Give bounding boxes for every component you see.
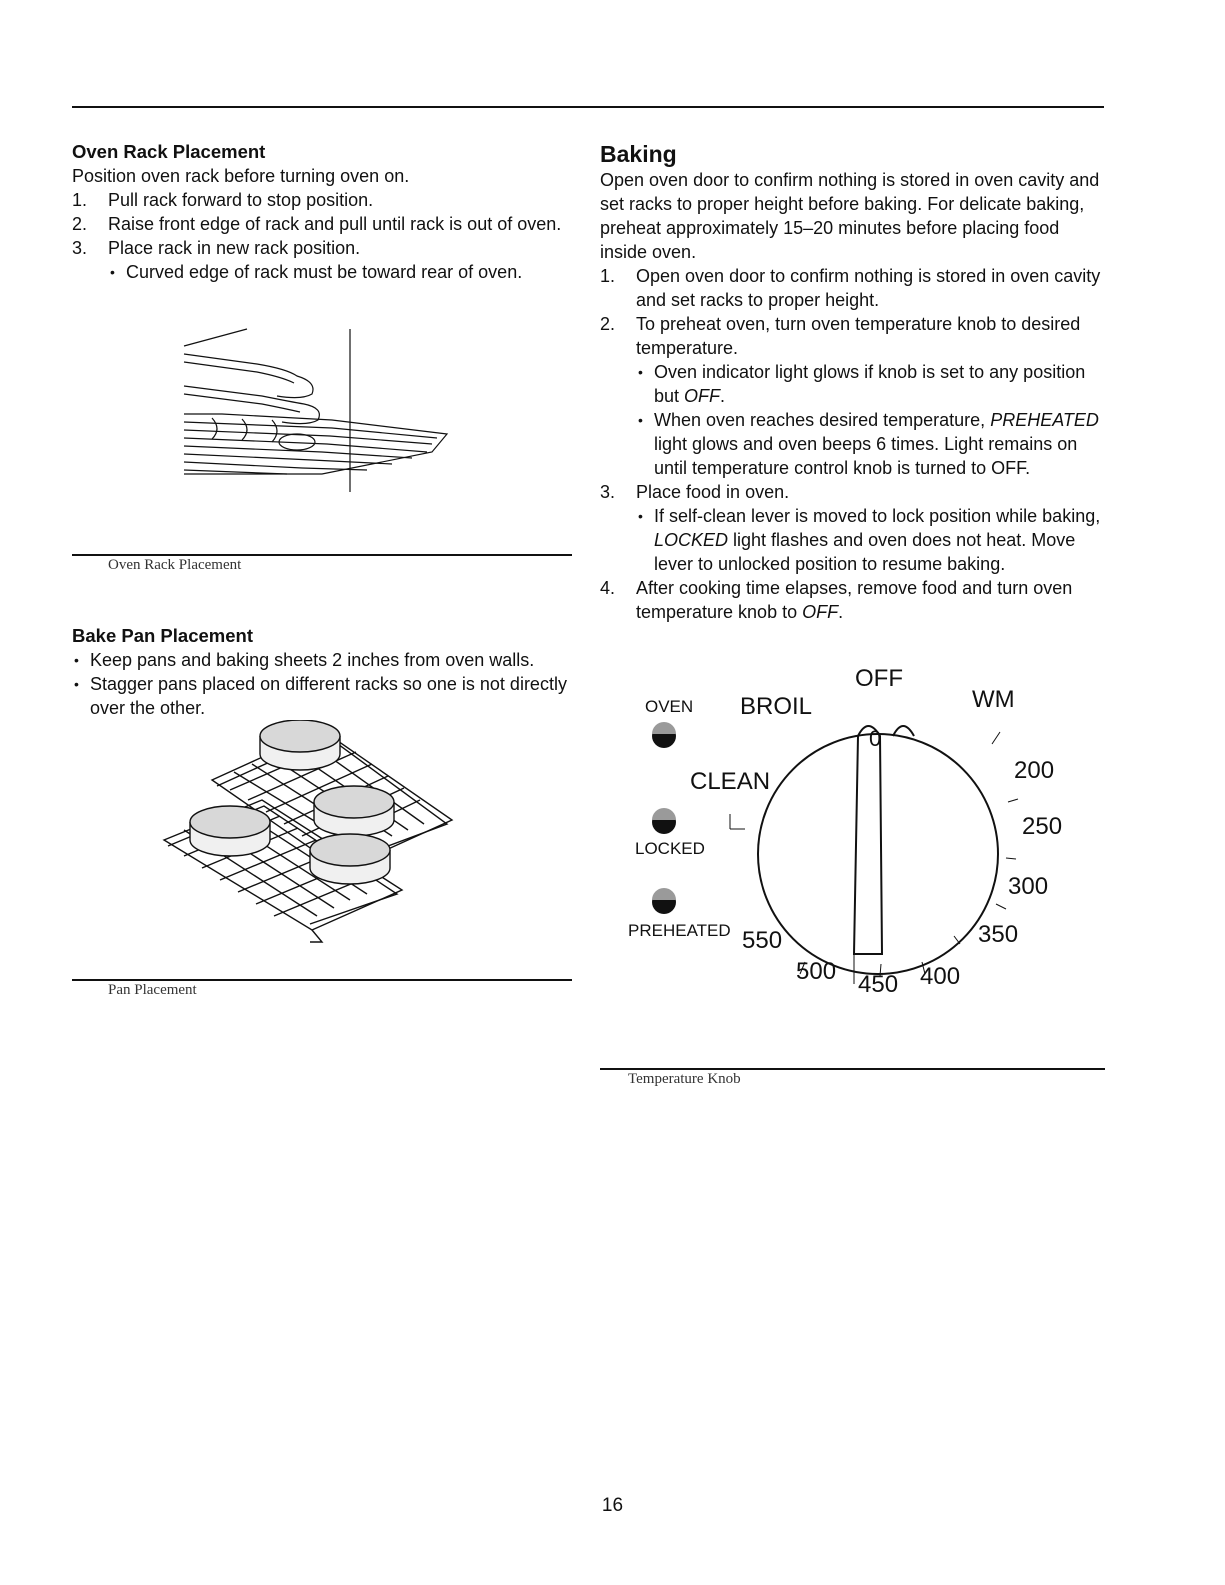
oven-indicator-light: [652, 722, 676, 748]
baking-step-4: 4. After cooking time elapses, remove food and turn oven temperature knob to OFF.: [600, 578, 1073, 622]
page-number: 16: [601, 1495, 624, 1516]
knob-mark-zero: 0: [869, 726, 882, 751]
pan-placement-illustration: [72, 720, 572, 975]
rack-steps: [72, 188, 572, 284]
step2-bullet-2: • When oven reaches desired temperature, PREHEATED light glows and oven beeps 6 times. Light remains on until temperature control knob is turned to OFF.: [636, 408, 1105, 480]
pan-bullet-2: • Stagger pans placed on different racks so one is not directly over the other.: [72, 672, 572, 720]
knob-label-oven: OVEN: [645, 697, 694, 716]
rack-step-1: 1. Pull rack forward to stop position.: [72, 190, 374, 210]
step3-bullet-1: • If self-clean lever is moved to lock position while baking, LOCKED light flashes and oven does not heat. Move lever to unlocked position to resume baking.: [636, 504, 1105, 576]
rack-intro: Position oven rack before turning oven on.: [72, 166, 410, 186]
knob-label-broil: BROIL: [740, 693, 813, 720]
left-column: [72, 140, 572, 999]
baking-step-2: 2. To preheat oven, turn oven temperature knob to desired temperature. • Oven indicator light glows if knob is set to any position but OFF. • When oven reaches desired temperature, PREHEATED light glows and oven beeps 6 times. Light remains on until temperature control knob is turned to OFF.: [600, 312, 1105, 480]
knob-temp-450: 450: [858, 971, 899, 998]
locked-indicator-light: [652, 808, 676, 834]
pan-heading: Bake Pan Placement: [72, 625, 253, 646]
rack-bullet: • Curved edge of rack must be toward rear of oven.: [108, 260, 572, 284]
knob-temp-200: 200: [1014, 757, 1055, 784]
rack-caption: Oven Rack Placement: [108, 557, 242, 573]
knob-temp-550: 550: [742, 927, 783, 954]
knob-temp-350: 350: [978, 921, 1019, 948]
knob-label-clean: CLEAN: [690, 768, 771, 795]
baking-heading: Baking: [600, 141, 677, 167]
knob-temp-400: 400: [920, 963, 961, 990]
temperature-knob-diagram: [600, 654, 1105, 1054]
preheated-indicator-light: [652, 888, 676, 914]
pan-bullet-1: • Keep pans and baking sheets 2 inches from oven walls.: [72, 648, 572, 672]
baking-steps: [600, 264, 1105, 624]
knob-label-preheated: PREHEATED: [628, 921, 731, 940]
knob-temp-250: 250: [1022, 813, 1063, 840]
step2-bullet-1: • Oven indicator light glows if knob is set to any position but OFF.: [636, 360, 1105, 408]
rack-step-3: 3. Place rack in new rack position. • Curved edge of rack must be toward rear of oven.: [72, 236, 572, 284]
rack-step-2: 2. Raise front edge of rack and pull until rack is out of oven.: [72, 214, 562, 234]
top-rule: [72, 106, 1104, 108]
knob-temp-500: 500: [796, 958, 837, 985]
pan-bullets: [72, 648, 572, 720]
knob-label-locked: LOCKED: [635, 839, 705, 858]
oven-rack-illustration: [72, 284, 572, 534]
knob-dial: [758, 734, 998, 974]
knob-label-wm: WM: [972, 686, 1015, 713]
baking-step-1: 1. Open oven door to confirm nothing is stored in oven cavity and set racks to proper height.: [600, 266, 1101, 310]
pan-caption: Pan Placement: [108, 982, 197, 998]
baking-intro: Open oven door to confirm nothing is stored in oven cavity and set racks to proper height before baking. For delicate baking, preheat approximately 15–20 minutes before placing food inside oven.: [600, 170, 1100, 262]
knob-grip: [854, 726, 882, 954]
knob-caption: Temperature Knob: [628, 1071, 741, 1087]
baking-step-3: 3. Place food in oven. • If self-clean lever is moved to lock position while baking, LOCKED light flashes and oven does not heat. Move lever to unlocked position to resume baking.: [600, 480, 1105, 576]
knob-label-off: OFF: [855, 665, 903, 692]
right-column: [600, 140, 1105, 1088]
knob-temp-300: 300: [1008, 873, 1049, 900]
rack-heading: Oven Rack Placement: [72, 141, 266, 162]
